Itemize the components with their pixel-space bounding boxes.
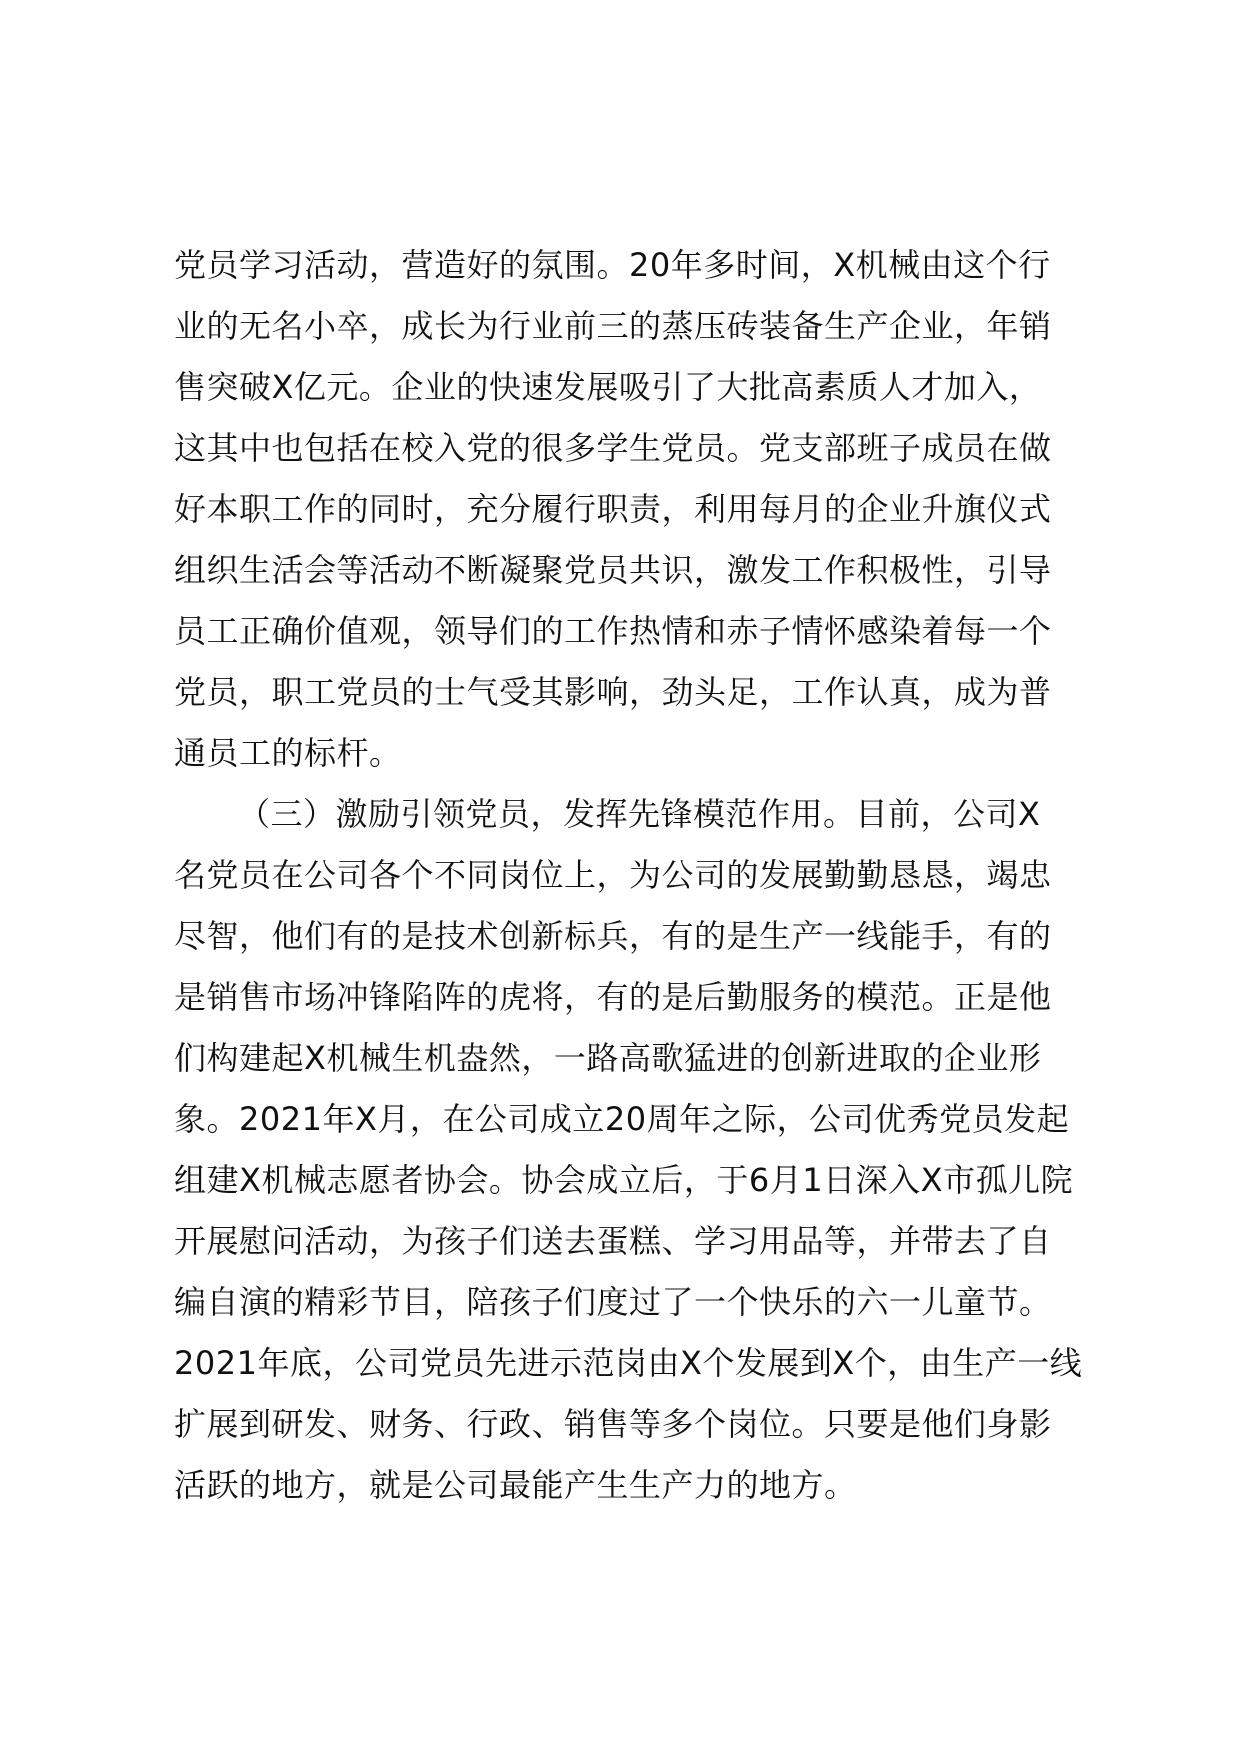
text-line: 尽智，他们有的是技术创新标兵，有的是生产一线能手，有的 [174,917,1052,955]
text-line: 扩展到研发、财务、行政、销售等多个岗位。只要是他们身影 [174,1405,1052,1443]
text-line: 员工正确价值观，领导们的工作热情和赤子情怀感染着每一个 [174,612,1052,650]
text-line: 组织生活会等活动不断凝聚党员共识，激发工作积极性，引导 [174,551,1052,589]
text-line: 名党员在公司各个不同岗位上，为公司的发展勤勤恳恳，竭忠 [174,856,1052,894]
text-line: 售突破X亿元。企业的快速发展吸引了大批高素质人才加入， [174,368,1042,406]
text-line: 通员工的标杆。 [174,734,402,772]
text-line: 组建X机械志愿者协会。协会成立后，于6月1日深入X市孤儿院 [174,1161,1074,1199]
text-line: 业的无名小卒，成长为行业前三的蒸压砖装备生产企业，年销 [174,307,1052,345]
text-line: 活跃的地方，就是公司最能产生生产力的地方。 [174,1466,857,1504]
text-line: 开展慰问活动，为孩子们送去蛋糕、学习用品等，并带去了自 [174,1222,1052,1260]
text-line: 好本职工作的同时，充分履行职责，利用每月的企业升旗仪式 [174,490,1052,528]
text-line: 编自演的精彩节目，陪孩子们度过了一个快乐的六一儿童节。 [174,1283,1052,1321]
paragraph-1 [174,235,1104,784]
text-line: 党员学习活动，营造好的氛围。20年多时间，X机械由这个行 [174,246,1051,284]
text-line: 们构建起X机械生机盎然，一路高歌猛进的创新进取的企业形 [174,1039,1042,1077]
paragraph-2 [174,784,1104,1516]
text-line-indented: （三）激励引领党员，发挥先锋模范作用。目前，公司X [238,795,1041,833]
text-line: 这其中也包括在校入党的很多学生党员。党支部班子成员在做 [174,429,1052,467]
text-line: 是销售市场冲锋陷阵的虎将，有的是后勤服务的模范。正是他 [174,978,1052,1016]
text-line: 2021年底，公司党员先进示范岗由X个发展到X个，由生产一线 [174,1344,1083,1382]
text-line: 象。2021年X月，在公司成立20周年之际，公司优秀党员发起 [174,1100,1070,1138]
document-body [174,235,1104,1516]
text-line: 党员，职工党员的士气受其影响，劲头足，工作认真，成为普 [174,673,1052,711]
